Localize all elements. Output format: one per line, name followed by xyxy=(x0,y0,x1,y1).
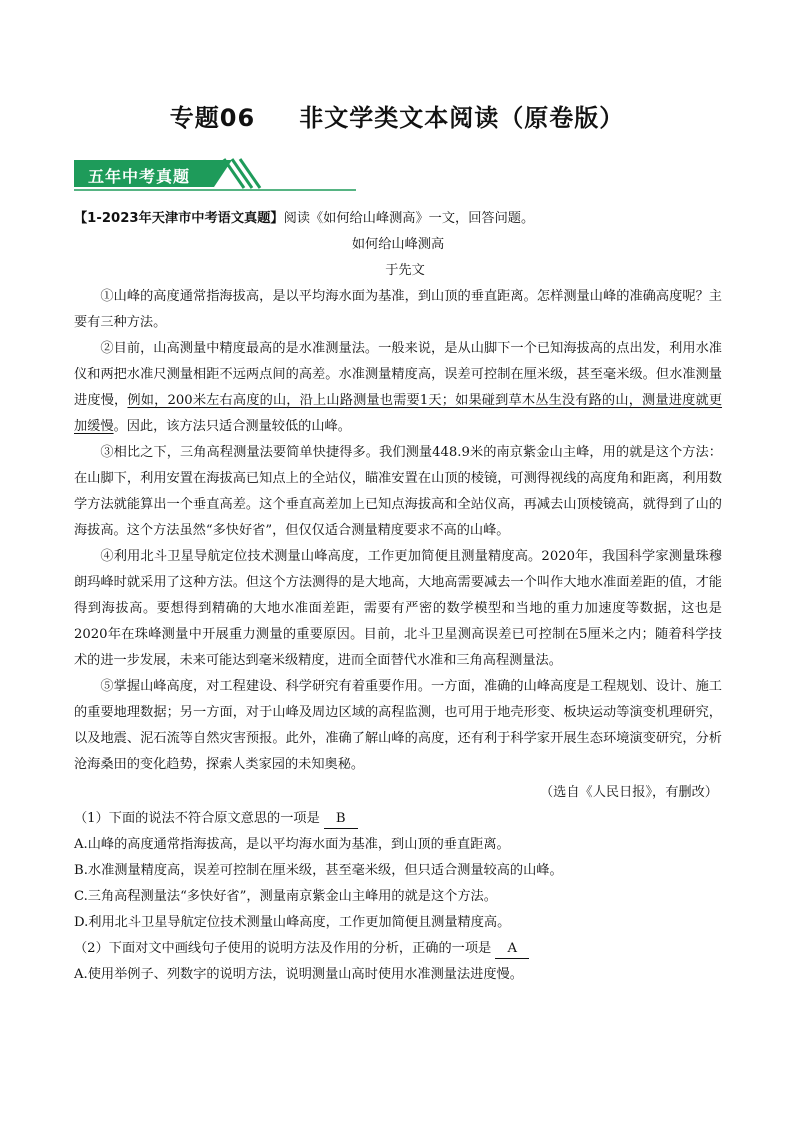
document-body xyxy=(74,206,722,988)
article-author: 于先文 xyxy=(385,263,425,278)
question-1-text: （1）下面的说法不符合原文意思的一项是 xyxy=(74,811,320,826)
article-source: （选自《人民日报》，有删改） xyxy=(539,785,718,800)
page-title-number: 专题06 xyxy=(169,104,256,132)
paragraph-2 xyxy=(74,336,722,440)
question-1-option-d: D.利用北斗卫星导航定位技术测量山峰高度，工作更加简便且测量精度高。 xyxy=(74,915,511,930)
underlined-sentence: 例如，200米左右高度的山，沿上山路测量也需要1天；如果碰到草木丛生没有路的山，测量进度就更加缓慢 xyxy=(74,393,723,434)
question-1-answer: B xyxy=(324,810,358,829)
paragraph-5: ⑤掌握山峰高度，对工程建设、科学研究有着重要作用。一方面，准确的山峰高度是工程规划、设计、施工的重要地理数据；另一方面，对于山峰及周边区域的高程监测，也可用于地壳形变、板块运动等演变机理研究，以及地震、泥石流等自然灾害预报。此外，准确了解山峰的高度，还有利于科学家开展生态环境演变研究，分析沧海桑田的变化趋势，探索人类家园的未知奥秘。 xyxy=(74,679,722,772)
question-2-option-a: A.使用举例子、列数字的说明方法，说明测量山高时使用水准测量法进度慢。 xyxy=(74,967,523,982)
question-1-option-a: A.山峰的高度通常指海拔高，是以平均海水面为基准，到山顶的垂直距离。 xyxy=(74,837,510,852)
paragraph-2-start: ②目前，山高测量中精度最高的是水准测量法。一般来说，是从山脚下一个已知海拔高的点出发，利用水准仪和两把水准尺测量相距不远两点间的高差。水准测量精度高，误差可控制在厘米级，甚至毫米级。但水准测量进度慢， xyxy=(74,341,722,408)
question-2-stem xyxy=(74,936,722,962)
article-title: 如何给山峰测高 xyxy=(351,237,445,252)
page-title xyxy=(0,98,794,133)
question-1-option-b: B.水准测量精度高，误差可控制在厘米级，甚至毫米级，但只适合测量较高的山峰。 xyxy=(74,863,563,878)
intro-text: 阅读《如何给山峰测高》一文，回答问题。 xyxy=(283,211,535,226)
page-title-text: 非文学类文本阅读（原卷版） xyxy=(299,104,625,132)
paragraph-1: ①山峰的高度通常指海拔高，是以平均海水面为基准，到山顶的垂直距离。怎样测量山峰的准确高度呢？主要有三种方法。 xyxy=(74,289,722,330)
paragraph-2-end: 。因此，该方法只适合测量较低的山峰。 xyxy=(113,419,351,434)
section-banner xyxy=(74,157,356,193)
source-tag: 【1-2023年天津市中考语文真题】 xyxy=(74,211,284,226)
question-2-text: （2）下面对文中画线句子使用的说明方法及作用的分析，正确的一项是 xyxy=(74,941,492,956)
question-2-answer: A xyxy=(495,940,529,959)
paragraph-3: ③相比之下，三角高程测量法要简单快捷得多。我们测量448.9米的南京紫金山主峰，用的就是这个方法：在山脚下，利用安置在海拔高已知点上的全站仪，瞄准安置在山顶的棱镜，可测得视线的高度角和距离，利用数学方法就能算出一个垂直高差。这个垂直高差加上已知点海拔高和全站仪高，再减去山顶棱镜高，就得到了山的海拔高。这个方法虽然“多快好省”，但仅仅适合测量精度要求不高的山峰。 xyxy=(74,445,722,538)
question-1-stem xyxy=(74,806,722,832)
paragraph-4: ④利用北斗卫星导航定位技术测量山峰高度，工作更加简便且测量精度高。2020年，我国科学家测量珠穆朗玛峰时就采用了这种方法。但这个方法测得的是大地高，大地高需要减去一个叫作大地水准面差距的值，才能得到海拔高。要想得到精确的大地水准面差距，需要有严密的数学模型和当地的重力加速度等数据，这也是2020年在珠峰测量中开展重力测量的重要原因。目前，北斗卫星测高误差已可控制在5厘米之内；随着科学技术的进一步发展，未来可能达到毫米级精度，进而全面替代水准和三角高程测量法。 xyxy=(74,549,722,668)
banner-label: 五年中考真题 xyxy=(88,167,191,186)
question-intro xyxy=(74,206,722,232)
question-1-option-c: C.三角高程测量法“多快好省”，测量南京紫金山主峰用的就是这个方法。 xyxy=(74,889,497,904)
